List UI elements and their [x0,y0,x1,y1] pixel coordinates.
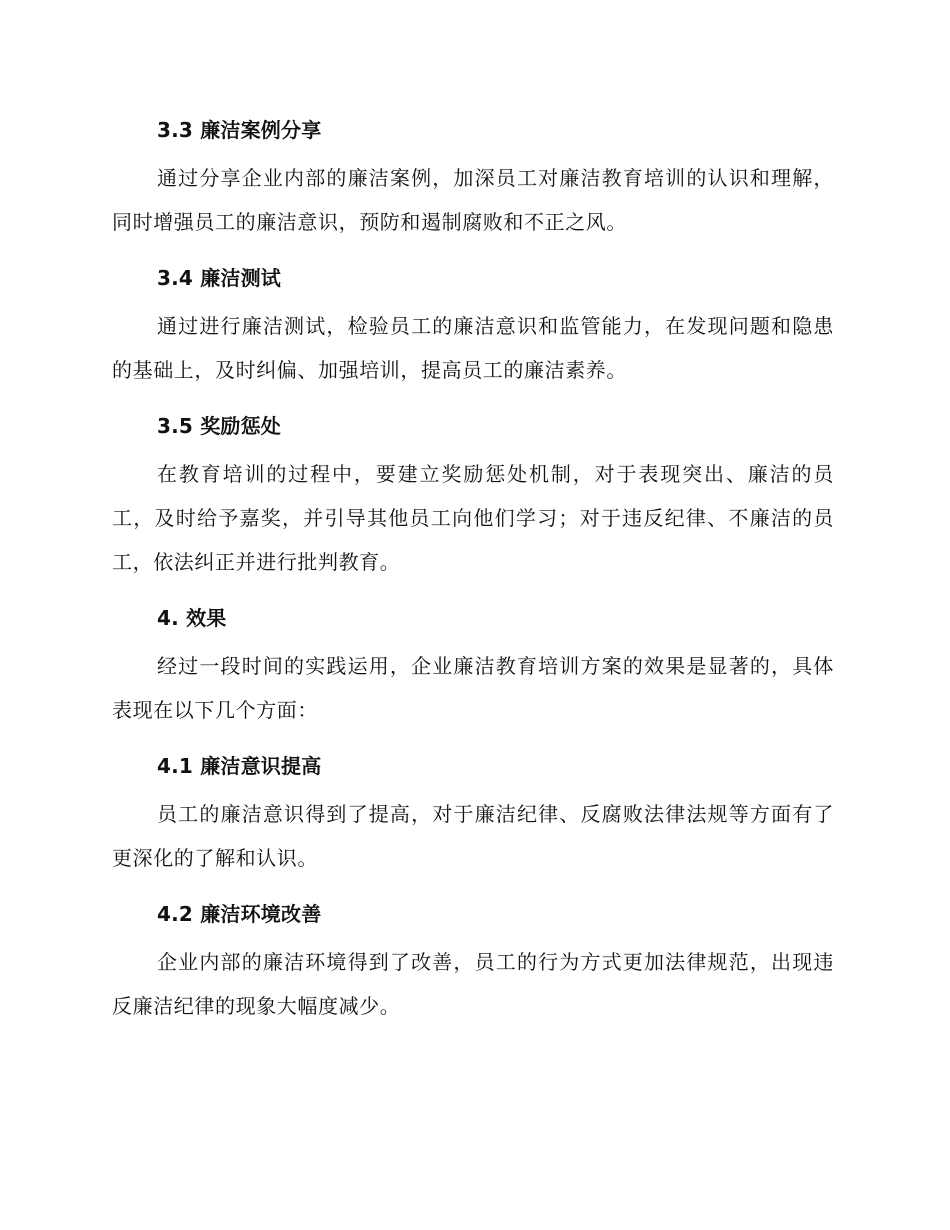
section-4-1 [112,740,834,888]
section-3-4 [112,252,834,400]
document-page [112,104,834,1036]
section-3-5 [112,400,834,592]
section-paragraph: 通过进行廉洁测试，检验员工的廉洁意识和监管能力，在发现问题和隐患的基础上，及时纠偏、加强培训，提高员工的廉洁素养。 [112,314,834,382]
section-paragraph: 企业内部的廉洁环境得到了改善，员工的行为方式更加法律规范，出现违反廉洁纪律的现象大幅度减少。 [112,950,834,1018]
section-heading: 4.2 廉洁环境改善 [157,902,322,926]
section-paragraph: 经过一段时间的实践运用，企业廉洁教育培训方案的效果是显著的，具体表现在以下几个方面： [112,654,834,722]
section-paragraph: 在教育培训的过程中，要建立奖励惩处机制，对于表现突出、廉洁的员工，及时给予嘉奖，并引导其他员工向他们学习；对于违反纪律、不廉洁的员工，依法纠正并进行批判教育。 [112,462,834,574]
section-paragraph: 员工的廉洁意识得到了提高，对于廉洁纪律、反腐败法律法规等方面有了更深化的了解和认识。 [112,802,834,870]
section-heading: 3.4 廉洁测试 [157,266,281,290]
section-3-3 [112,104,834,252]
section-4-2 [112,888,834,1036]
section-heading: 3.5 奖励惩处 [157,414,281,438]
section-4 [112,592,834,740]
section-heading: 3.3 廉洁案例分享 [157,118,322,142]
section-heading: 4. 效果 [157,606,227,630]
section-paragraph: 通过分享企业内部的廉洁案例，加深员工对廉洁教育培训的认识和理解，同时增强员工的廉洁意识，预防和遏制腐败和不正之风。 [112,166,834,234]
section-heading: 4.1 廉洁意识提高 [157,754,322,778]
